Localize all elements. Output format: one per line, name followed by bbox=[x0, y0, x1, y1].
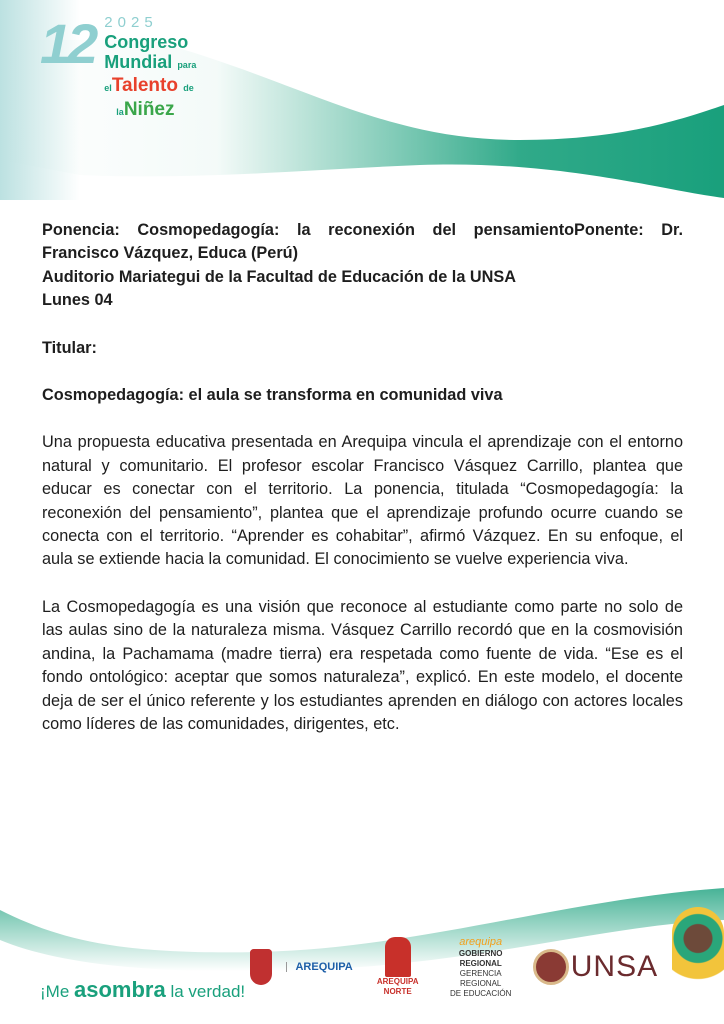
gob-line3: DE EDUCACIÓN bbox=[450, 989, 512, 998]
unsa-logo bbox=[533, 949, 658, 985]
logo-number: 12 bbox=[40, 12, 95, 75]
logo-text-column bbox=[104, 14, 196, 123]
gobierno-sun-icon: arequipa bbox=[459, 936, 503, 948]
ugel-logo bbox=[367, 937, 429, 997]
partner-logos bbox=[250, 935, 724, 999]
unsa-seal-icon bbox=[533, 949, 569, 985]
heading-line1: Ponencia: Cosmopedagogía: la reconexión del pensamientoPonente: Dr. Francisco Vázquez, Educa (Perú) bbox=[42, 221, 683, 263]
gob-line1: GOBIERNO REGIONAL bbox=[458, 949, 503, 968]
gob-line2: GERENCIA REGIONAL bbox=[459, 969, 502, 988]
logo-line3 bbox=[104, 75, 196, 99]
logo-ninez: Niñez bbox=[123, 99, 175, 120]
footer-slogan bbox=[40, 977, 245, 1003]
logo-year: 2025 bbox=[104, 14, 158, 31]
ugel-label: AREQUIPA NORTE bbox=[376, 977, 419, 996]
titular-label: Titular: bbox=[42, 338, 97, 357]
heading-line3: Lunes 04 bbox=[42, 291, 113, 310]
headline: Cosmopedagogía: el aula se transforma en comunidad viva bbox=[42, 386, 503, 405]
paragraph-1: Una propuesta educativa presentada en Arequipa vincula el aprendizaje con el entorno natural y comunitario. El profesor escolar Francisco Vásquez Carrillo, plantea que educar es conectar con el territorio. La ponencia, titulada “Cosmopedagogía: la reconexión del pensamiento”, plantea que el aprendizaje profundo ocurre cuando se conecta con el territorio. “Aprender es cohabitar”, afirmó Vázquez. En su enfoque, el aula se extiende hacia la comunidad. El conocimiento se vuelve experiencia viva. bbox=[42, 433, 683, 569]
logo-el: el bbox=[104, 83, 112, 93]
logo-line2 bbox=[104, 52, 196, 75]
unsa-label: UNSA bbox=[570, 950, 659, 983]
logo-line1: Congreso bbox=[104, 32, 189, 52]
logo-de: de bbox=[183, 83, 194, 93]
slogan-pre: ¡Me bbox=[40, 982, 70, 1001]
investigation-circle-logo bbox=[672, 907, 724, 997]
heading-line2: Auditorio Mariategui de la Facultad de Educación de la UNSA bbox=[42, 267, 517, 286]
logo-para: para bbox=[177, 60, 197, 70]
logo-la: la bbox=[116, 107, 124, 117]
logo-line4 bbox=[104, 99, 196, 123]
arequipa-city-logo: AREQUIPA bbox=[286, 962, 352, 972]
paragraph-2: La Cosmopedagogía es una visión que reconoce al estudiante como parte no solo de las aulas sino de la naturaleza misma. Vásquez Carrillo recordó que en la cosmovisión andina, la Pachamama (madre tierra) era respetada como fuente de vida. “Ese es el fondo ontológico: aceptar que somos naturaleza”, explicó. En este modelo, el docente deja de ser el único referente y los estudiantes aprenden en diálogo con actores locales como líderes de las comunidades, dirigentes, etc. bbox=[42, 597, 683, 733]
document-body bbox=[42, 219, 683, 736]
slogan-post: la verdad! bbox=[170, 982, 246, 1001]
logo-talento: Talento bbox=[111, 75, 178, 96]
congress-logo bbox=[40, 14, 196, 123]
municipalidad-crest-logo bbox=[250, 949, 272, 985]
slogan-bold: asombra bbox=[74, 977, 166, 1002]
gobierno-regional-logo bbox=[443, 935, 519, 999]
logo-mundial: Mundial bbox=[104, 52, 173, 72]
